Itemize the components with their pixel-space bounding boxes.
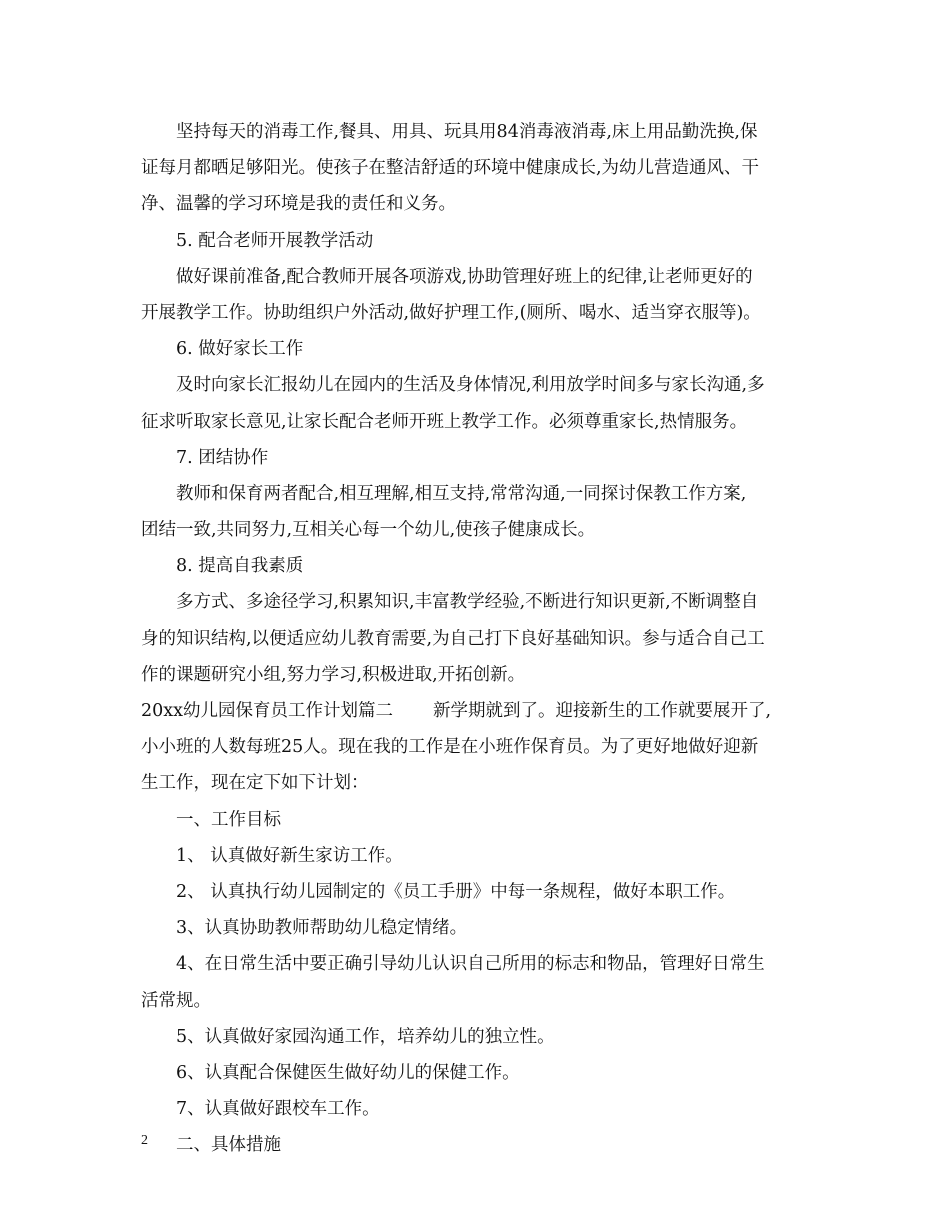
text-line: 生工作，现在定下如下计划： — [141, 773, 369, 794]
section-heading: 二、具体措施 — [176, 1135, 281, 1156]
list-item: 2、 认真执行幼儿园制定的《员工手册》中每一条规程，做好本职工作。 — [176, 881, 736, 902]
list-item: 4、在日常生活中要正确引导幼儿认识自己所用的标志和物品，管理好日常生 — [176, 954, 765, 975]
text-line: 征求听取家长意见,让家长配合老师开班上教学工作。必须尊重家长,热情服务。 — [141, 411, 748, 432]
list-item: 7、认真做好跟校车工作。 — [176, 1099, 380, 1120]
section-heading: 5. 配合老师开展教学活动 — [176, 230, 374, 251]
text-line: 活常规。 — [141, 990, 211, 1011]
text-line: 做好课前准备,配合教师开展各项游戏,协助管理好班上的纪律,让老师更好的 — [176, 266, 753, 287]
text-line: 教师和保育两者配合,相互理解,相互支持,常常沟通,一同探讨保教工作方案, — [176, 483, 747, 504]
list-item: 6、认真配合保健医生做好幼儿的保健工作。 — [176, 1062, 520, 1083]
text-line: 及时向家长汇报幼儿在园内的生活及身体情况,利用放学时间多与家长沟通,多 — [176, 375, 765, 396]
list-item: 1、 认真做好新生家访工作。 — [176, 845, 403, 866]
section-heading: 7. 团结协作 — [176, 447, 269, 468]
text-line: 坚持每天的消毒工作,餐具、用具、玩具用84消毒液消毒,床上用品勤洗换,保 — [176, 122, 758, 142]
text-line: 多方式、多途径学习,积累知识,丰富教学经验,不断进行知识更新,不断调整自 — [176, 592, 759, 613]
text-line: 开展教学工作。协助组织户外活动,做好护理工作,(厕所、喝水、适当穿衣服等)。 — [141, 302, 761, 323]
page-number: 2 — [141, 1133, 148, 1148]
text-line: 净、温馨的学习环境是我的责任和义务。 — [141, 194, 456, 215]
list-item: 3、认真协助教师帮助幼儿稳定情绪。 — [176, 918, 468, 939]
document-body — [141, 114, 813, 1163]
list-item: 5、认真做好家园沟通工作，培养幼儿的独立性。 — [176, 1026, 555, 1047]
plan-title: 20xx幼儿园保育员工作计划篇二 — [141, 701, 394, 721]
section-heading: 一、工作目标 — [176, 809, 281, 830]
text-line: 身的知识结构,以便适应幼儿教育需要,为自己打下良好基础知识。参与适合自己工 — [141, 628, 765, 649]
section-heading: 6. 做好家长工作 — [176, 339, 304, 360]
text-line: 小小班的人数每班25人。现在我的工作是在小班作保育员。为了更好地做好迎新 — [141, 737, 759, 758]
plan-title-line — [141, 693, 813, 729]
plan-intro: 新学期就到了。迎接新生的工作就要展开了, — [433, 701, 772, 721]
text-line: 团结一致,共同努力,互相关心每一个幼儿,使孩子健康成长。 — [141, 520, 596, 541]
section-heading: 8. 提高自我素质 — [176, 556, 304, 577]
text-line: 证每月都晒足够阳光。使孩子在整洁舒适的环境中健康成长,为幼儿营造通风、干 — [141, 158, 760, 179]
text-line: 作的课题研究小组,努力学习,积极进取,开拓创新。 — [141, 664, 526, 685]
